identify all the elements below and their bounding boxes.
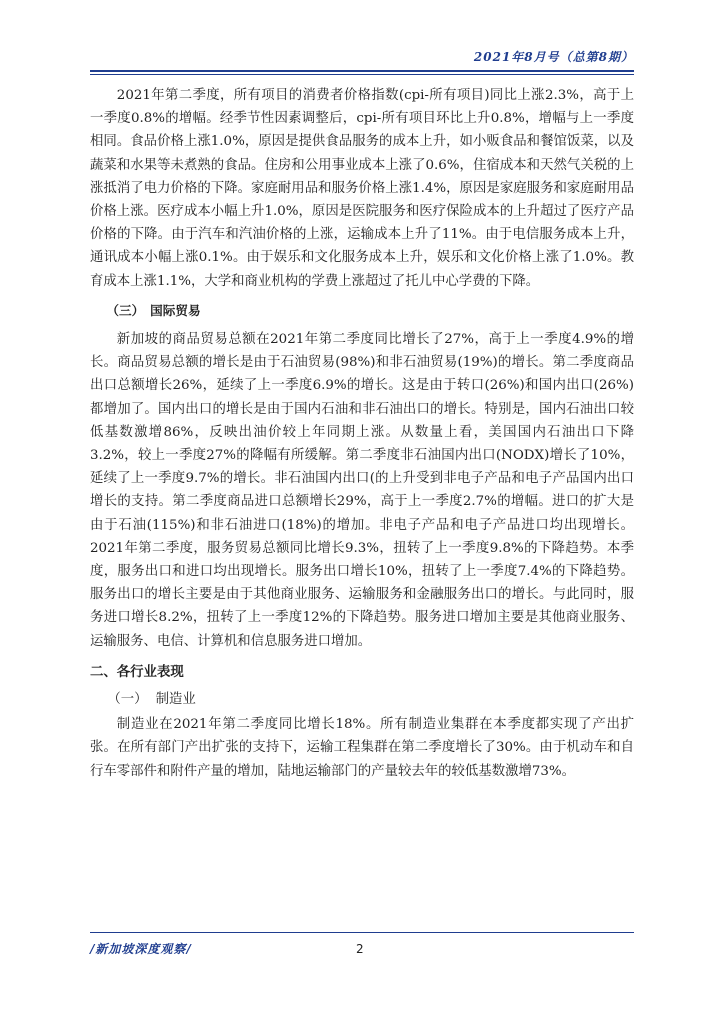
header-divider [90, 70, 634, 72]
document-body [90, 84, 634, 783]
paragraph-manufacturing: 制造业在2021年第二季度同比增长18%。所有制造业集群在本季度都实现了产出扩张。在所有部门产出扩张的支持下，运输工程集群在第二季度增长了30%。由于机动车和自行车零部件和附件产量的增加，陆地运输部门的产量较去年的较低基数激增73%。 [90, 717, 634, 779]
paragraph-trade: 新加坡的商品贸易总额在2021年第二季度同比增长了27%，高于上一季度4.9%的增长。商品贸易总额的增长是由于石油贸易(98%)和非石油贸易(19%)的增长。第二季度商品出口总额增长26%，延续了上一季度6.9%的增长。这是由于转口(26%)和国内出口(26%)都增加了。国内出口的增长是由于国内石油和非石油出口的增长。特别是，国内石油出口较低基数激增86%，反映出油价较上年同期上涨。从数量上看，美国国内石油出口下降3.2%，较上一季度27%的降幅有所缓解。第二季度非石油国内出口(NODX)增长了10%，延续了上一季度9.7%的增长。非石油国内出口(的上升受到非电子产品和电子产品国内出口增长的支持。第二季度商品进口总额增长29%，高于上一季度2.7%的增幅。进口的扩大是由于石油(115%)和非石油进口(18%)的增加。非电子产品和电子产品进口均出现增长。2021年第二季度，服务贸易总额同比增长9.3%，扭转了上一季度9.8%的下降趋势。本季度，服务出口和进口均出现增长。服务出口增长10%，扭转了上一季度7.4%的下降趋势。服务出口的增长主要是由于其他商业服务、运输服务和金融服务出口的增长。与此同时，服务进口增长8.2%，扭转了上一季度12%的下降趋势。服务进口增加主要是其他商业服务、运输服务、电信、计算机和信息服务进口增加。 [90, 332, 634, 649]
page-number: 2 [356, 942, 364, 956]
footer-publication: /新加坡深度观察/ [90, 942, 192, 956]
section-heading-trade-title: 国际贸易 [150, 302, 201, 318]
section-heading-trade-number: （三） [106, 302, 145, 318]
section-heading-manufacturing-number: （一） [107, 692, 148, 708]
paragraph-cpi: 2021年第二季度，所有项目的消费者价格指数(cpi-所有项目)同比上涨2.3%，高于上一季度0.8%的增幅。经季节性因素调整后，cpi-所有项目环比上升0.8%，增幅与上一季度相同。食品价格上涨1.0%，原因是提供食品服务的成本上升，如小贩食品和餐馆饭菜，以及蔬菜和水果等未煮熟的食品。住房和公用事业成本上涨了0.6%，住宿成本和天然气关税的上涨抵消了电力价格的下降。家庭耐用品和服务价格上涨1.4%，原因是家庭服务和家庭耐用品价格上涨。医疗成本小幅上升1.0%，原因是医院服务和医疗保险成本的上升超过了医疗产品价格的下降。由于汽车和汽油价格的上涨，运输成本上升了11%。由于电信服务成本上升，通讯成本小幅上涨0.1%。由于娱乐和文化服务成本上升，娱乐和文化价格上涨了1.0%。教育成本上涨1.1%，大学和商业机构的学费上涨超过了托儿中心学费的下降。 [90, 88, 634, 289]
section-heading-trade [90, 299, 634, 322]
header-issue: 2021年8月号（总第8期） [473, 50, 634, 64]
section-heading-manufacturing [90, 688, 634, 711]
section-heading-manufacturing-title: 制造业 [155, 692, 196, 708]
section-heading-industry: 二、各行业表现 [90, 663, 184, 680]
footer-divider [90, 932, 634, 933]
header-divider-thin [90, 74, 634, 75]
